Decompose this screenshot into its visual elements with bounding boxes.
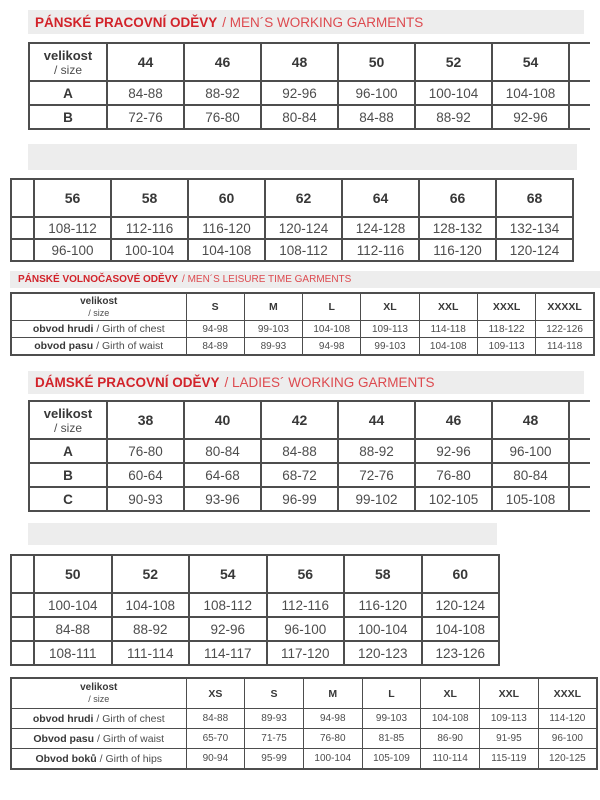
size-header-cell: 56 (34, 179, 111, 217)
value-cell: 104-108 (112, 593, 190, 617)
corner-label-english: / size (53, 420, 82, 435)
value-cell: 99-102 (338, 487, 415, 511)
value-cell: 117-120 (267, 641, 345, 665)
size-header-cell: 62 (265, 179, 342, 217)
value-cell: 80-84 (184, 439, 261, 463)
value-cell: 94-98 (303, 709, 362, 729)
value-cell: 116-120 (344, 593, 422, 617)
value-cell: 105-109 (362, 749, 421, 770)
size-table (10, 554, 500, 666)
table-row (11, 641, 499, 665)
row-label-cell (11, 729, 186, 749)
size-header-row (11, 555, 499, 593)
size-header-row (29, 401, 590, 439)
table-row (29, 439, 590, 463)
value-cell: 109-113 (477, 338, 535, 356)
section-title-english: / LADIES´ WORKING GARMENTS (224, 375, 435, 390)
value-cell: 114-118 (536, 338, 594, 356)
value-cell: 92-96 (492, 105, 569, 129)
size-header-cell: L (303, 293, 361, 321)
size-header-cell: XXXL (538, 678, 597, 709)
ladies-working-sizes-table-part2 (10, 554, 500, 666)
value-cell: 99-103 (362, 709, 421, 729)
size-header-cell: XXL (480, 678, 539, 709)
cut-continuation-cell (569, 487, 590, 511)
value-cell: 84-88 (338, 105, 415, 129)
table-row (11, 729, 597, 749)
value-cell: 94-98 (186, 321, 244, 338)
row-label-cell (11, 749, 186, 770)
value-cell: 114-120 (538, 709, 597, 729)
value-cell: 88-92 (338, 439, 415, 463)
size-header-cell: 44 (338, 401, 415, 439)
value-cell: 96-100 (492, 439, 569, 463)
table-row (29, 81, 590, 105)
cut-continuation-cell (569, 463, 590, 487)
size-header-cell: 56 (267, 555, 345, 593)
table-row (11, 239, 573, 261)
table-row (11, 321, 594, 338)
cut-sliver-cell (11, 217, 34, 239)
value-cell: 116-120 (419, 239, 496, 261)
value-cell: 104-108 (421, 709, 480, 729)
value-cell: 65-70 (186, 729, 245, 749)
value-cell: 84-88 (34, 617, 112, 641)
size-header-cell: 50 (34, 555, 112, 593)
size-header-row (29, 43, 590, 81)
value-cell: 72-76 (107, 105, 184, 129)
size-header-cell: 66 (419, 179, 496, 217)
row-label-cell: B (29, 105, 107, 129)
row-label-cell (11, 321, 186, 338)
value-cell: 80-84 (492, 463, 569, 487)
value-cell: 122-126 (536, 321, 594, 338)
size-header-cell: S (186, 293, 244, 321)
size-header-cell: 52 (112, 555, 190, 593)
measurements-table (10, 292, 595, 356)
section-title-czech: PÁNSKÉ PRACOVNÍ ODĚVY (35, 14, 218, 30)
value-cell: 76-80 (303, 729, 362, 749)
corner-label-english: / size (88, 307, 110, 318)
row-label-english: / Girth of waist (93, 340, 164, 352)
value-cell: 100-104 (34, 593, 112, 617)
cut-sliver-cell (11, 593, 34, 617)
ladies-measurements-table (10, 677, 598, 770)
value-cell: 104-108 (492, 81, 569, 105)
value-cell: 89-93 (245, 709, 304, 729)
value-cell: 112-116 (267, 593, 345, 617)
row-label-english: / Girth of chest (93, 712, 165, 725)
size-table (10, 178, 574, 262)
value-cell: 132-134 (496, 217, 573, 239)
cut-sliver-cell (11, 641, 34, 665)
value-cell: 90-94 (186, 749, 245, 770)
cut-sliver-cell (11, 239, 34, 261)
size-header-cell: XXXXL (536, 293, 594, 321)
value-cell: 99-103 (244, 321, 302, 338)
value-cell: 95-99 (245, 749, 304, 770)
value-cell: 109-113 (480, 709, 539, 729)
value-cell: 76-80 (184, 105, 261, 129)
value-cell: 86-90 (421, 729, 480, 749)
value-cell: 123-126 (422, 641, 500, 665)
corner-label-czech: velikost (43, 405, 93, 421)
section-title-ladies-working (28, 371, 584, 394)
corner-label-czech: velikost (43, 47, 93, 63)
table-row (29, 463, 590, 487)
row-label-cell: A (29, 81, 107, 105)
value-cell: 92-96 (415, 439, 492, 463)
size-header-cell: 64 (342, 179, 419, 217)
value-cell: 120-124 (422, 593, 500, 617)
table-row (29, 487, 590, 511)
cut-sliver-cell (11, 617, 34, 641)
value-cell: 112-116 (342, 239, 419, 261)
value-cell: 81-85 (362, 729, 421, 749)
table-row (11, 338, 594, 356)
value-cell: 92-96 (261, 81, 338, 105)
size-header-cell: XL (421, 678, 480, 709)
value-cell: 120-125 (538, 749, 597, 770)
value-cell: 84-88 (107, 81, 184, 105)
value-cell: 88-92 (184, 81, 261, 105)
value-cell: 93-96 (184, 487, 261, 511)
cut-continuation-cell (569, 81, 590, 105)
mens-working-sizes-table-part1 (28, 42, 590, 130)
row-label-cell: C (29, 487, 107, 511)
value-cell: 118-122 (477, 321, 535, 338)
value-cell: 112-116 (111, 217, 188, 239)
value-cell: 71-75 (245, 729, 304, 749)
value-cell: 88-92 (112, 617, 190, 641)
size-header-cell: 58 (111, 179, 188, 217)
corner-cell-velikost (11, 678, 186, 709)
size-table (28, 42, 590, 130)
section-title-mens-working (28, 10, 584, 34)
cut-continuation-cell (569, 43, 590, 81)
value-cell: 96-100 (267, 617, 345, 641)
size-header-cell: 68 (496, 179, 573, 217)
size-header-cell: 38 (107, 401, 184, 439)
value-cell: 64-68 (184, 463, 261, 487)
size-header-cell: M (244, 293, 302, 321)
size-header-row (11, 293, 594, 321)
row-label-cell: A (29, 439, 107, 463)
separator-bar (28, 144, 577, 170)
corner-label-czech: velikost (80, 682, 118, 693)
size-header-cell: 48 (492, 401, 569, 439)
separator-bar (28, 523, 497, 545)
value-cell: 80-84 (261, 105, 338, 129)
table-row (11, 593, 499, 617)
size-header-cell: M (303, 678, 362, 709)
value-cell: 104-108 (188, 239, 265, 261)
value-cell: 100-104 (415, 81, 492, 105)
size-header-row (11, 179, 573, 217)
value-cell: 124-128 (342, 217, 419, 239)
size-header-cell: 54 (189, 555, 267, 593)
value-cell: 102-105 (415, 487, 492, 511)
value-cell: 108-112 (189, 593, 267, 617)
value-cell: 108-112 (34, 217, 111, 239)
row-label-czech: Obvod boků (35, 752, 97, 765)
corner-label-english: / size (53, 62, 82, 77)
value-cell: 128-132 (419, 217, 496, 239)
value-cell: 108-112 (265, 239, 342, 261)
size-header-cell: 42 (261, 401, 338, 439)
corner-label-czech: velikost (80, 295, 118, 307)
corner-cell-velikost (29, 43, 107, 81)
size-header-cell: 52 (415, 43, 492, 81)
mens-leisure-measurements-table (10, 292, 595, 356)
cut-sliver-cell (11, 555, 34, 593)
row-label-czech: obvod hrudi (32, 712, 94, 725)
value-cell: 96-99 (261, 487, 338, 511)
value-cell: 105-108 (492, 487, 569, 511)
row-label-czech: obvod pasu (34, 340, 94, 352)
table-row (11, 709, 597, 729)
value-cell: 116-120 (188, 217, 265, 239)
corner-cell-velikost (11, 293, 186, 321)
value-cell: 114-118 (419, 321, 477, 338)
section-title-czech: DÁMSKÉ PRACOVNÍ ODĚVY (35, 375, 220, 390)
value-cell: 89-93 (244, 338, 302, 356)
value-cell: 104-108 (303, 321, 361, 338)
value-cell: 110-114 (421, 749, 480, 770)
size-header-cell: 40 (184, 401, 261, 439)
size-header-cell: XXL (419, 293, 477, 321)
size-header-cell: 54 (492, 43, 569, 81)
value-cell: 109-113 (361, 321, 419, 338)
value-cell: 60-64 (107, 463, 184, 487)
cut-sliver-cell (11, 179, 34, 217)
table-row (11, 749, 597, 770)
value-cell: 100-104 (303, 749, 362, 770)
value-cell: 96-100 (34, 239, 111, 261)
value-cell: 111-114 (112, 641, 190, 665)
size-header-cell: XS (186, 678, 245, 709)
corner-label-english: / size (88, 694, 110, 704)
size-header-cell: 44 (107, 43, 184, 81)
corner-cell-velikost (29, 401, 107, 439)
cut-continuation-cell (569, 105, 590, 129)
value-cell: 115-119 (480, 749, 539, 770)
value-cell: 76-80 (107, 439, 184, 463)
table-row (11, 217, 573, 239)
mens-working-sizes-table-part2 (10, 178, 574, 262)
size-header-cell: L (362, 678, 421, 709)
row-label-czech: Obvod pasu (33, 732, 95, 745)
value-cell: 100-104 (344, 617, 422, 641)
value-cell: 114-117 (189, 641, 267, 665)
value-cell: 104-108 (419, 338, 477, 356)
section-title-english: / MEN´S WORKING GARMENTS (222, 14, 424, 30)
value-cell: 76-80 (415, 463, 492, 487)
section-title-czech: PÁNSKÉ VOLNOČASOVÉ ODĚVY (18, 274, 179, 285)
cut-continuation-cell (569, 439, 590, 463)
row-label-english: / Girth of waist (94, 732, 165, 745)
row-label-czech: obvod hrudi (32, 323, 94, 335)
value-cell: 94-98 (303, 338, 361, 356)
value-cell: 96-100 (538, 729, 597, 749)
value-cell: 90-93 (107, 487, 184, 511)
size-header-cell: S (245, 678, 304, 709)
value-cell: 84-88 (261, 439, 338, 463)
value-cell: 68-72 (261, 463, 338, 487)
size-header-cell: 46 (184, 43, 261, 81)
size-header-cell: 60 (188, 179, 265, 217)
size-header-cell: 58 (344, 555, 422, 593)
value-cell: 88-92 (415, 105, 492, 129)
measurements-table (10, 677, 598, 770)
value-cell: 104-108 (422, 617, 500, 641)
table-row (11, 617, 499, 641)
value-cell: 92-96 (189, 617, 267, 641)
row-label-english: / Girth of hips (96, 752, 163, 765)
size-header-cell: 46 (415, 401, 492, 439)
size-header-cell: XL (361, 293, 419, 321)
value-cell: 100-104 (111, 239, 188, 261)
row-label-cell: B (29, 463, 107, 487)
value-cell: 99-103 (361, 338, 419, 356)
value-cell: 91-95 (480, 729, 539, 749)
size-header-cell: 48 (261, 43, 338, 81)
size-header-cell: XXXL (477, 293, 535, 321)
value-cell: 84-89 (186, 338, 244, 356)
size-header-cell: 60 (422, 555, 500, 593)
size-header-cell: 50 (338, 43, 415, 81)
size-header-row (11, 678, 597, 709)
section-title-english: / MEN´S LEISURE TIME GARMENTS (182, 274, 352, 285)
value-cell: 72-76 (338, 463, 415, 487)
ladies-working-sizes-table-part1 (28, 400, 590, 512)
value-cell: 96-100 (338, 81, 415, 105)
size-table (28, 400, 590, 512)
row-label-english: / Girth of chest (93, 323, 165, 335)
row-label-cell (11, 709, 186, 729)
value-cell: 120-124 (265, 217, 342, 239)
table-row (29, 105, 590, 129)
value-cell: 120-123 (344, 641, 422, 665)
value-cell: 120-124 (496, 239, 573, 261)
row-label-cell (11, 338, 186, 356)
value-cell: 108-111 (34, 641, 112, 665)
cut-continuation-cell (569, 401, 590, 439)
value-cell: 84-88 (186, 709, 245, 729)
section-title-mens-leisure (10, 271, 600, 288)
